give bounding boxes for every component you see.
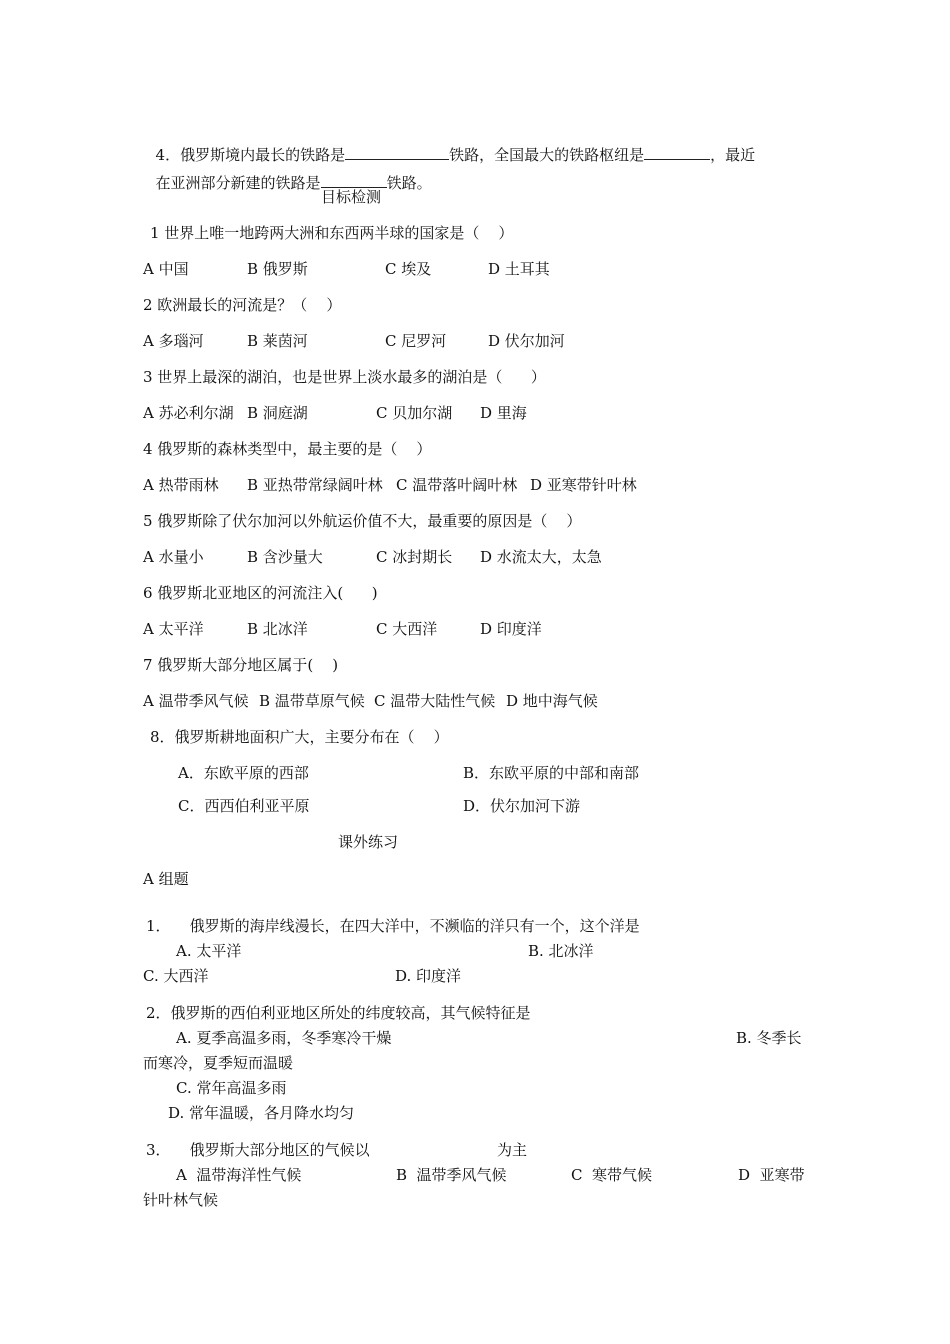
option-b: B 温带季风气候 — [396, 1166, 507, 1184]
option-b: B．东欧平原的中部和南部 — [463, 764, 640, 782]
option-c: C 冰封期长 — [376, 548, 453, 566]
option-c: C 温带落叶阔叶林 — [396, 476, 518, 494]
option-c: C 大西洋 — [376, 620, 438, 638]
q4-text: ，最近 — [710, 146, 756, 164]
option-a: A 苏必利尔湖 — [143, 404, 234, 422]
question-stem: 7 俄罗斯大部分地区属于( ) — [143, 656, 339, 674]
q4-text: 4．俄罗斯境内最长的铁路是 — [155, 146, 346, 164]
option-a: A．东欧平原的西部 — [178, 764, 309, 782]
option-a: A 热带雨林 — [143, 476, 219, 494]
option-d: D. 常年温暖，各月降水均匀 — [168, 1104, 355, 1122]
question-stem: 5 俄罗斯除了伏尔加河以外航运价值不大，最重要的原因是（ ） — [143, 512, 582, 530]
option-c: C. 大西洋 — [143, 967, 209, 985]
question-stem: 1 世界上唯一地跨两大洲和东西两半球的国家是（ ） — [150, 224, 514, 242]
option-d-continued: 针叶林气候 — [143, 1191, 219, 1209]
option-d: D 地中海气候 — [506, 692, 598, 710]
option-a: A 中国 — [143, 260, 189, 278]
option-d: D．伏尔加河下游 — [463, 797, 581, 815]
option-b: B 含沙量大 — [247, 548, 323, 566]
option-b: B. 北冰洋 — [528, 942, 594, 960]
option-c: C 寒带气候 — [571, 1166, 653, 1184]
section-heading-extra: 课外练习 — [338, 833, 399, 851]
q4-text: 铁路。 — [386, 174, 432, 192]
option-b: B 北冰洋 — [247, 620, 308, 638]
question-stem: 4 俄罗斯的森林类型中，最主要的是（ ） — [143, 440, 432, 458]
option-a: A. 太平洋 — [176, 942, 242, 960]
option-d: D 伏尔加河 — [488, 332, 565, 350]
option-a: A 太平洋 — [143, 620, 204, 638]
option-d: D 土耳其 — [488, 260, 550, 278]
blank-new-railway[interactable] — [321, 172, 387, 188]
question-stem: 8．俄罗斯耕地面积广大，主要分布在（ ） — [150, 728, 449, 746]
section-heading-target: 目标检测 — [321, 188, 382, 206]
blank-railway-hub[interactable] — [644, 144, 710, 160]
question-stem: 1． 俄罗斯的海岸线漫长，在四大洋中，不濒临的洋只有一个，这个洋是 — [146, 917, 640, 935]
option-b: B. 冬季长 — [736, 1029, 802, 1047]
question-stem: 6 俄罗斯北亚地区的河流注入( ) — [143, 584, 378, 602]
option-a: A 温带海洋性气候 — [176, 1166, 302, 1184]
option-b-continued: 而寒冷，夏季短而温暖 — [143, 1054, 294, 1072]
option-c: C. 常年高温多雨 — [176, 1079, 287, 1097]
option-d: D 里海 — [480, 404, 527, 422]
option-a: A. 夏季高温多雨，冬季寒冷干燥 — [176, 1029, 392, 1047]
option-b: B 洞庭湖 — [247, 404, 308, 422]
option-a: A 温带季风气候 — [143, 692, 249, 710]
option-b: B 莱茵河 — [247, 332, 308, 350]
question-stem: 2 欧洲最长的河流是？（ ） — [143, 296, 342, 314]
q4-text: 铁路，全国最大的铁路枢纽是 — [449, 146, 645, 164]
option-b: B 俄罗斯 — [247, 260, 308, 278]
option-d: D. 印度洋 — [395, 967, 462, 985]
option-c: C 埃及 — [385, 260, 432, 278]
option-d: D 亚寒带针叶林 — [530, 476, 637, 494]
q4-text: 在亚洲部分新建的铁路是 — [155, 174, 321, 192]
option-d: D 亚寒带 — [738, 1166, 805, 1184]
option-b: B 温带草原气候 — [259, 692, 365, 710]
option-a: A 水量小 — [143, 548, 204, 566]
option-c: C 温带大陆性气候 — [374, 692, 496, 710]
question-stem-end: 为主 — [497, 1141, 528, 1159]
option-d: D 水流太大，太急 — [480, 548, 602, 566]
question-stem: 3． 俄罗斯大部分地区的气候以 — [146, 1141, 370, 1159]
option-b: B 亚热带常绿阔叶林 — [247, 476, 383, 494]
option-c: C 贝加尔湖 — [376, 404, 453, 422]
q4-line-2 — [146, 152, 432, 193]
group-heading: A 组题 — [143, 870, 189, 888]
option-c: C．西西伯利亚平原 — [178, 797, 310, 815]
question-stem: 3 世界上最深的湖泊，也是世界上淡水最多的湖泊是（ ） — [143, 368, 546, 386]
option-d: D 印度洋 — [480, 620, 542, 638]
option-a: A 多瑙河 — [143, 332, 204, 350]
option-c: C 尼罗河 — [385, 332, 447, 350]
question-stem: 2．俄罗斯的西伯利亚地区所处的纬度较高，其气候特征是 — [146, 1004, 531, 1022]
